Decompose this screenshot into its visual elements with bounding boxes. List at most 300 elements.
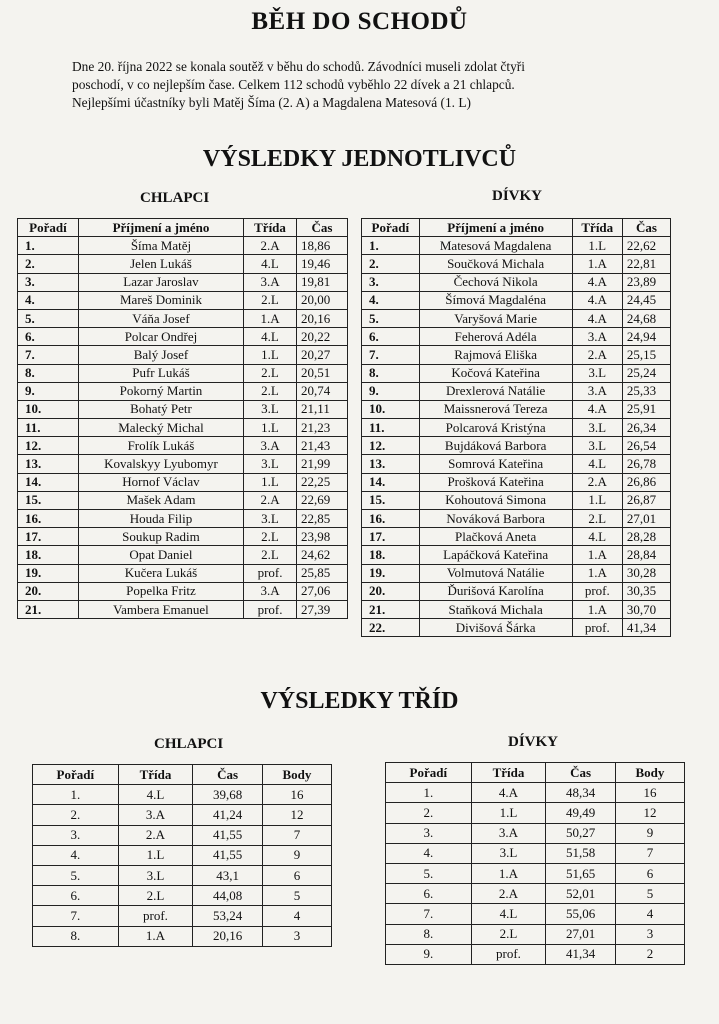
table-cell: 4.L xyxy=(572,528,622,546)
class-girls-table xyxy=(385,762,685,965)
table-cell: 4 xyxy=(615,904,684,924)
table-cell: 19,81 xyxy=(297,273,348,291)
table-cell: Popelka Fritz xyxy=(78,582,243,600)
table-row xyxy=(386,843,685,863)
intro-line: Nejlepšími účastníky byli Matěj Šíma (2. A) a Magdalena Matesová (1. L) xyxy=(72,95,472,110)
table-cell: 18. xyxy=(362,546,420,564)
table-cell: 4.L xyxy=(118,785,193,805)
table-cell: Houda Filip xyxy=(78,510,243,528)
table-cell: 25,33 xyxy=(622,382,670,400)
table-cell: 22,85 xyxy=(297,510,348,528)
table-cell: Pufr Lukáš xyxy=(78,364,243,382)
table-row xyxy=(18,600,348,618)
table-cell: Mašek Adam xyxy=(78,491,243,509)
table-row xyxy=(18,291,348,309)
table-cell: Polcar Ondřej xyxy=(78,328,243,346)
table-cell: 5 xyxy=(615,884,684,904)
table-cell: 41,55 xyxy=(193,825,263,845)
table-cell: 55,06 xyxy=(546,904,616,924)
table-row xyxy=(362,255,671,273)
table-cell: 8. xyxy=(33,926,119,946)
table-row xyxy=(33,825,332,845)
column-header: Pořadí xyxy=(386,763,472,783)
table-row xyxy=(33,845,332,865)
table-cell: 4.A xyxy=(471,783,546,803)
table-cell: 17. xyxy=(362,528,420,546)
table-cell: 4.A xyxy=(572,400,622,418)
column-header: Pořadí xyxy=(33,765,119,785)
table-cell: 16. xyxy=(18,510,79,528)
table-row xyxy=(362,510,671,528)
table-cell: 3 xyxy=(615,924,684,944)
table-cell: 3. xyxy=(33,825,119,845)
table-cell: 49,49 xyxy=(546,803,616,823)
table-cell: 1.L xyxy=(244,419,297,437)
table-cell: 3.A xyxy=(244,273,297,291)
table-cell: 2.L xyxy=(471,924,546,944)
table-cell: 1.L xyxy=(244,346,297,364)
table-cell: 20,16 xyxy=(297,309,348,327)
table-cell: 1. xyxy=(386,783,472,803)
table-row xyxy=(362,328,671,346)
table-row xyxy=(18,491,348,509)
table-cell: 3. xyxy=(386,823,472,843)
table-cell: Nováková Barbora xyxy=(419,510,572,528)
class-results-heading: VÝSLEDKY TŘÍD xyxy=(260,688,459,714)
table-cell: 25,15 xyxy=(622,346,670,364)
intro-text xyxy=(72,58,632,112)
table-cell: 27,39 xyxy=(297,600,348,618)
table-cell: 52,01 xyxy=(546,884,616,904)
column-header: Body xyxy=(615,763,684,783)
table-cell: Kučera Lukáš xyxy=(78,564,243,582)
table-row xyxy=(18,382,348,400)
table-row xyxy=(362,309,671,327)
table-cell: prof. xyxy=(244,564,297,582)
table-cell: Ďurišová Karolína xyxy=(419,582,572,600)
table-row xyxy=(362,600,671,618)
table-cell: 19,46 xyxy=(297,255,348,273)
table-row xyxy=(362,291,671,309)
table-cell: 2.A xyxy=(471,884,546,904)
table-cell: 3.L xyxy=(572,419,622,437)
table-cell: 4. xyxy=(18,291,79,309)
table-row xyxy=(18,419,348,437)
table-cell: 28,28 xyxy=(622,528,670,546)
table-cell: 6. xyxy=(33,886,119,906)
table-cell: Divišová Šárka xyxy=(419,619,572,637)
table-cell: 9. xyxy=(18,382,79,400)
table-cell: 7. xyxy=(33,906,119,926)
table-cell: 2. xyxy=(362,255,420,273)
table-cell: 2.A xyxy=(244,237,297,255)
table-cell: 21,11 xyxy=(297,400,348,418)
table-cell: Opat Daniel xyxy=(78,546,243,564)
table-row xyxy=(362,437,671,455)
table-cell: 2.L xyxy=(572,510,622,528)
individual-girls-label: DÍVKY xyxy=(492,188,543,204)
table-cell: 4.A xyxy=(572,273,622,291)
table-cell: 5. xyxy=(362,309,420,327)
table-cell: 19. xyxy=(362,564,420,582)
table-cell: 6 xyxy=(615,863,684,883)
table-cell: 4.A xyxy=(572,291,622,309)
table-cell: 3 xyxy=(262,926,331,946)
table-row xyxy=(362,237,671,255)
table-cell: 12 xyxy=(615,803,684,823)
table-row xyxy=(386,924,685,944)
table-cell: 6. xyxy=(386,884,472,904)
column-header: Pořadí xyxy=(362,219,420,237)
table-row xyxy=(386,783,685,803)
table-cell: Hornof Václav xyxy=(78,473,243,491)
table-row xyxy=(18,455,348,473)
table-cell: Staňková Michala xyxy=(419,600,572,618)
table-row xyxy=(386,944,685,964)
table-cell: Jelen Lukáš xyxy=(78,255,243,273)
table-cell: 25,24 xyxy=(622,364,670,382)
table-cell: 30,28 xyxy=(622,564,670,582)
table-cell: 1.A xyxy=(471,863,546,883)
table-row xyxy=(18,364,348,382)
table-cell: 2. xyxy=(386,803,472,823)
table-row xyxy=(33,865,332,885)
table-row xyxy=(18,237,348,255)
table-row xyxy=(18,473,348,491)
table-cell: prof. xyxy=(572,582,622,600)
table-cell: 2.L xyxy=(118,886,193,906)
table-cell: 27,01 xyxy=(622,510,670,528)
table-header-row xyxy=(362,219,671,237)
table-cell: 7. xyxy=(362,346,420,364)
table-cell: 20,27 xyxy=(297,346,348,364)
table-cell: Bohatý Petr xyxy=(78,400,243,418)
table-row xyxy=(18,510,348,528)
table-cell: 7. xyxy=(386,904,472,924)
table-cell: 14. xyxy=(18,473,79,491)
table-cell: Kohoutová Simona xyxy=(419,491,572,509)
table-cell: Balý Josef xyxy=(78,346,243,364)
table-cell: 12. xyxy=(18,437,79,455)
table-cell: 3.L xyxy=(471,843,546,863)
table-row xyxy=(18,564,348,582)
table-row xyxy=(33,886,332,906)
table-cell: 22,62 xyxy=(622,237,670,255)
table-cell: 18. xyxy=(18,546,79,564)
table-cell: 4. xyxy=(33,845,119,865)
table-cell: 1. xyxy=(33,785,119,805)
table-row xyxy=(33,805,332,825)
page-title: BĚH DO SCHODŮ xyxy=(251,8,468,35)
table-cell: 21,23 xyxy=(297,419,348,437)
table-cell: 16 xyxy=(262,785,331,805)
table-cell: 1.A xyxy=(118,926,193,946)
column-header: Čas xyxy=(193,765,263,785)
table-cell: Rajmová Eliška xyxy=(419,346,572,364)
table-cell: 6. xyxy=(18,328,79,346)
table-cell: 21,99 xyxy=(297,455,348,473)
column-header: Příjmení a jméno xyxy=(78,219,243,237)
table-row xyxy=(386,863,685,883)
table-cell: 9. xyxy=(362,382,420,400)
table-cell: 4.L xyxy=(244,328,297,346)
table-cell: 1.L xyxy=(572,237,622,255)
table-cell: Polcarová Kristýna xyxy=(419,419,572,437)
table-cell: 10. xyxy=(362,400,420,418)
table-row xyxy=(386,884,685,904)
table-cell: Vambera Emanuel xyxy=(78,600,243,618)
table-cell: 1.A xyxy=(572,564,622,582)
table-cell: 18,86 xyxy=(297,237,348,255)
column-header: Body xyxy=(262,765,331,785)
table-cell: 2.L xyxy=(244,546,297,564)
table-cell: 1.L xyxy=(118,845,193,865)
table-cell: 3.L xyxy=(244,455,297,473)
table-row xyxy=(362,364,671,382)
table-cell: 2 xyxy=(615,944,684,964)
table-cell: 3.A xyxy=(572,328,622,346)
table-cell: 23,98 xyxy=(297,528,348,546)
table-cell: 22,81 xyxy=(622,255,670,273)
table-cell: 27,06 xyxy=(297,582,348,600)
table-row xyxy=(362,455,671,473)
intro-line: poschodí, v co nejlepším čase. Celkem 112 schodů vyběhlo 22 dívek a 21 chlapců. xyxy=(72,77,515,92)
table-cell: 3.A xyxy=(244,437,297,455)
table-cell: 3. xyxy=(362,273,420,291)
table-row xyxy=(18,273,348,291)
table-cell: Šímová Magdaléna xyxy=(419,291,572,309)
table-cell: 27,01 xyxy=(546,924,616,944)
table-cell: Frolík Lukáš xyxy=(78,437,243,455)
table-cell: Malecký Michal xyxy=(78,419,243,437)
table-cell: 2.A xyxy=(244,491,297,509)
table-cell: prof. xyxy=(572,619,622,637)
table-cell: 26,78 xyxy=(622,455,670,473)
table-row xyxy=(18,528,348,546)
table-cell: Feherová Adéla xyxy=(419,328,572,346)
class-boys-table xyxy=(32,764,332,947)
table-cell: Maissnerová Tereza xyxy=(419,400,572,418)
table-cell: prof. xyxy=(118,906,193,926)
table-cell: 20. xyxy=(362,582,420,600)
table-cell: 7. xyxy=(18,346,79,364)
table-row xyxy=(362,400,671,418)
table-row xyxy=(18,328,348,346)
table-cell: Pokorný Martin xyxy=(78,382,243,400)
table-cell: Plačková Aneta xyxy=(419,528,572,546)
table-cell: 24,45 xyxy=(622,291,670,309)
table-cell: 6 xyxy=(262,865,331,885)
table-cell: 9. xyxy=(386,944,472,964)
table-cell: 2.A xyxy=(572,473,622,491)
table-cell: 51,65 xyxy=(546,863,616,883)
table-cell: 11. xyxy=(362,419,420,437)
column-header: Pořadí xyxy=(18,219,79,237)
table-cell: 1.L xyxy=(244,473,297,491)
table-cell: 25,91 xyxy=(622,400,670,418)
intro-line: Dne 20. října 2022 se konala soutěž v běhu do schodů. Závodníci museli zdolat čtyři xyxy=(72,59,525,74)
individual-boys-label: CHLAPCI xyxy=(140,190,210,206)
table-cell: 5. xyxy=(18,309,79,327)
table-cell: 2.L xyxy=(244,364,297,382)
table-cell: 3.A xyxy=(244,582,297,600)
table-cell: 25,85 xyxy=(297,564,348,582)
table-cell: 1.A xyxy=(572,546,622,564)
table-cell: 20. xyxy=(18,582,79,600)
table-cell: 26,54 xyxy=(622,437,670,455)
table-cell: 22. xyxy=(362,619,420,637)
table-row xyxy=(362,473,671,491)
table-cell: 20,16 xyxy=(193,926,263,946)
table-cell: 1.A xyxy=(244,309,297,327)
table-cell: 1.L xyxy=(572,491,622,509)
table-cell: 17. xyxy=(18,528,79,546)
table-cell: 1. xyxy=(18,237,79,255)
table-cell: 5. xyxy=(33,865,119,885)
table-cell: 48,34 xyxy=(546,783,616,803)
table-cell: 9 xyxy=(615,823,684,843)
table-row xyxy=(362,528,671,546)
table-cell: 13. xyxy=(362,455,420,473)
individual-results-heading: VÝSLEDKY JEDNOTLIVCŮ xyxy=(202,146,517,172)
table-header-row xyxy=(386,763,685,783)
table-cell: Čechová Nikola xyxy=(419,273,572,291)
table-cell: 2.A xyxy=(572,346,622,364)
table-cell: 4.L xyxy=(244,255,297,273)
table-cell: Somrová Kateřina xyxy=(419,455,572,473)
table-cell: 13. xyxy=(18,455,79,473)
column-header: Třída xyxy=(118,765,193,785)
table-cell: 7 xyxy=(262,825,331,845)
table-cell: 24,94 xyxy=(622,328,670,346)
table-cell: Varyšová Marie xyxy=(419,309,572,327)
table-row xyxy=(18,437,348,455)
table-cell: 41,24 xyxy=(193,805,263,825)
table-cell: 1. xyxy=(362,237,420,255)
table-cell: Matesová Magdalena xyxy=(419,237,572,255)
table-cell: Drexlerová Natálie xyxy=(419,382,572,400)
table-row xyxy=(362,582,671,600)
table-cell: 15. xyxy=(18,491,79,509)
table-row xyxy=(18,546,348,564)
column-header: Čas xyxy=(546,763,616,783)
table-cell: 4.L xyxy=(471,904,546,924)
table-cell: 21,43 xyxy=(297,437,348,455)
table-cell: Volmutová Natálie xyxy=(419,564,572,582)
table-cell: 24,62 xyxy=(297,546,348,564)
table-cell: 22,25 xyxy=(297,473,348,491)
table-cell: Kočová Kateřina xyxy=(419,364,572,382)
table-cell: 41,55 xyxy=(193,845,263,865)
table-header-row xyxy=(33,765,332,785)
table-cell: 9 xyxy=(262,845,331,865)
table-cell: 41,34 xyxy=(546,944,616,964)
table-cell: Lapáčková Kateřina xyxy=(419,546,572,564)
table-cell: 30,35 xyxy=(622,582,670,600)
table-cell: 3.A xyxy=(471,823,546,843)
table-cell: 2.A xyxy=(118,825,193,845)
table-cell: Šíma Matěj xyxy=(78,237,243,255)
table-cell: 20,74 xyxy=(297,382,348,400)
table-cell: 10. xyxy=(18,400,79,418)
column-header: Třída xyxy=(244,219,297,237)
table-cell: 1.L xyxy=(471,803,546,823)
column-header: Příjmení a jméno xyxy=(419,219,572,237)
table-cell: 8. xyxy=(18,364,79,382)
table-cell: 3. xyxy=(18,273,79,291)
table-row xyxy=(18,309,348,327)
table-cell: 20,00 xyxy=(297,291,348,309)
class-girls-label: DÍVKY xyxy=(508,734,559,750)
table-cell: 1.A xyxy=(572,255,622,273)
table-row xyxy=(362,382,671,400)
individual-boys-table xyxy=(17,218,348,619)
table-row xyxy=(362,419,671,437)
table-cell: 26,87 xyxy=(622,491,670,509)
table-row xyxy=(386,803,685,823)
table-cell: 15. xyxy=(362,491,420,509)
table-cell: Mareš Dominik xyxy=(78,291,243,309)
table-row xyxy=(33,906,332,926)
table-cell: 16 xyxy=(615,783,684,803)
table-cell: 44,08 xyxy=(193,886,263,906)
table-cell: Soukup Radim xyxy=(78,528,243,546)
table-row xyxy=(33,785,332,805)
table-cell: 21. xyxy=(18,600,79,618)
table-row xyxy=(18,346,348,364)
table-cell: 2. xyxy=(33,805,119,825)
table-row xyxy=(362,273,671,291)
individual-girls-table xyxy=(361,218,671,637)
table-cell: 43,1 xyxy=(193,865,263,885)
table-cell: Váňa Josef xyxy=(78,309,243,327)
table-cell: 6. xyxy=(362,328,420,346)
table-cell: 26,34 xyxy=(622,419,670,437)
table-cell: 2.L xyxy=(244,528,297,546)
table-cell: 24,68 xyxy=(622,309,670,327)
table-cell: 20,51 xyxy=(297,364,348,382)
table-row xyxy=(362,346,671,364)
table-cell: 26,86 xyxy=(622,473,670,491)
table-row xyxy=(18,582,348,600)
table-cell: 41,34 xyxy=(622,619,670,637)
table-cell: Prošková Kateřina xyxy=(419,473,572,491)
table-cell: 4.A xyxy=(572,309,622,327)
table-row xyxy=(18,255,348,273)
table-cell: 2. xyxy=(18,255,79,273)
column-header: Třída xyxy=(471,763,546,783)
table-cell: 3.L xyxy=(572,364,622,382)
table-cell: 3.L xyxy=(572,437,622,455)
table-cell: 14. xyxy=(362,473,420,491)
table-row xyxy=(362,564,671,582)
class-boys-label: CHLAPCI xyxy=(154,736,224,752)
table-cell: 1.A xyxy=(572,600,622,618)
table-cell: 8. xyxy=(386,924,472,944)
table-cell: 8. xyxy=(362,364,420,382)
table-cell: Kovalskyy Lyubomyr xyxy=(78,455,243,473)
table-cell: 50,27 xyxy=(546,823,616,843)
table-cell: 11. xyxy=(18,419,79,437)
table-cell: 12 xyxy=(262,805,331,825)
table-cell: 5 xyxy=(262,886,331,906)
table-cell: 3.L xyxy=(118,865,193,885)
table-row xyxy=(33,926,332,946)
table-row xyxy=(386,823,685,843)
table-cell: 2.L xyxy=(244,291,297,309)
column-header: Třída xyxy=(572,219,622,237)
table-cell: 3.L xyxy=(244,400,297,418)
